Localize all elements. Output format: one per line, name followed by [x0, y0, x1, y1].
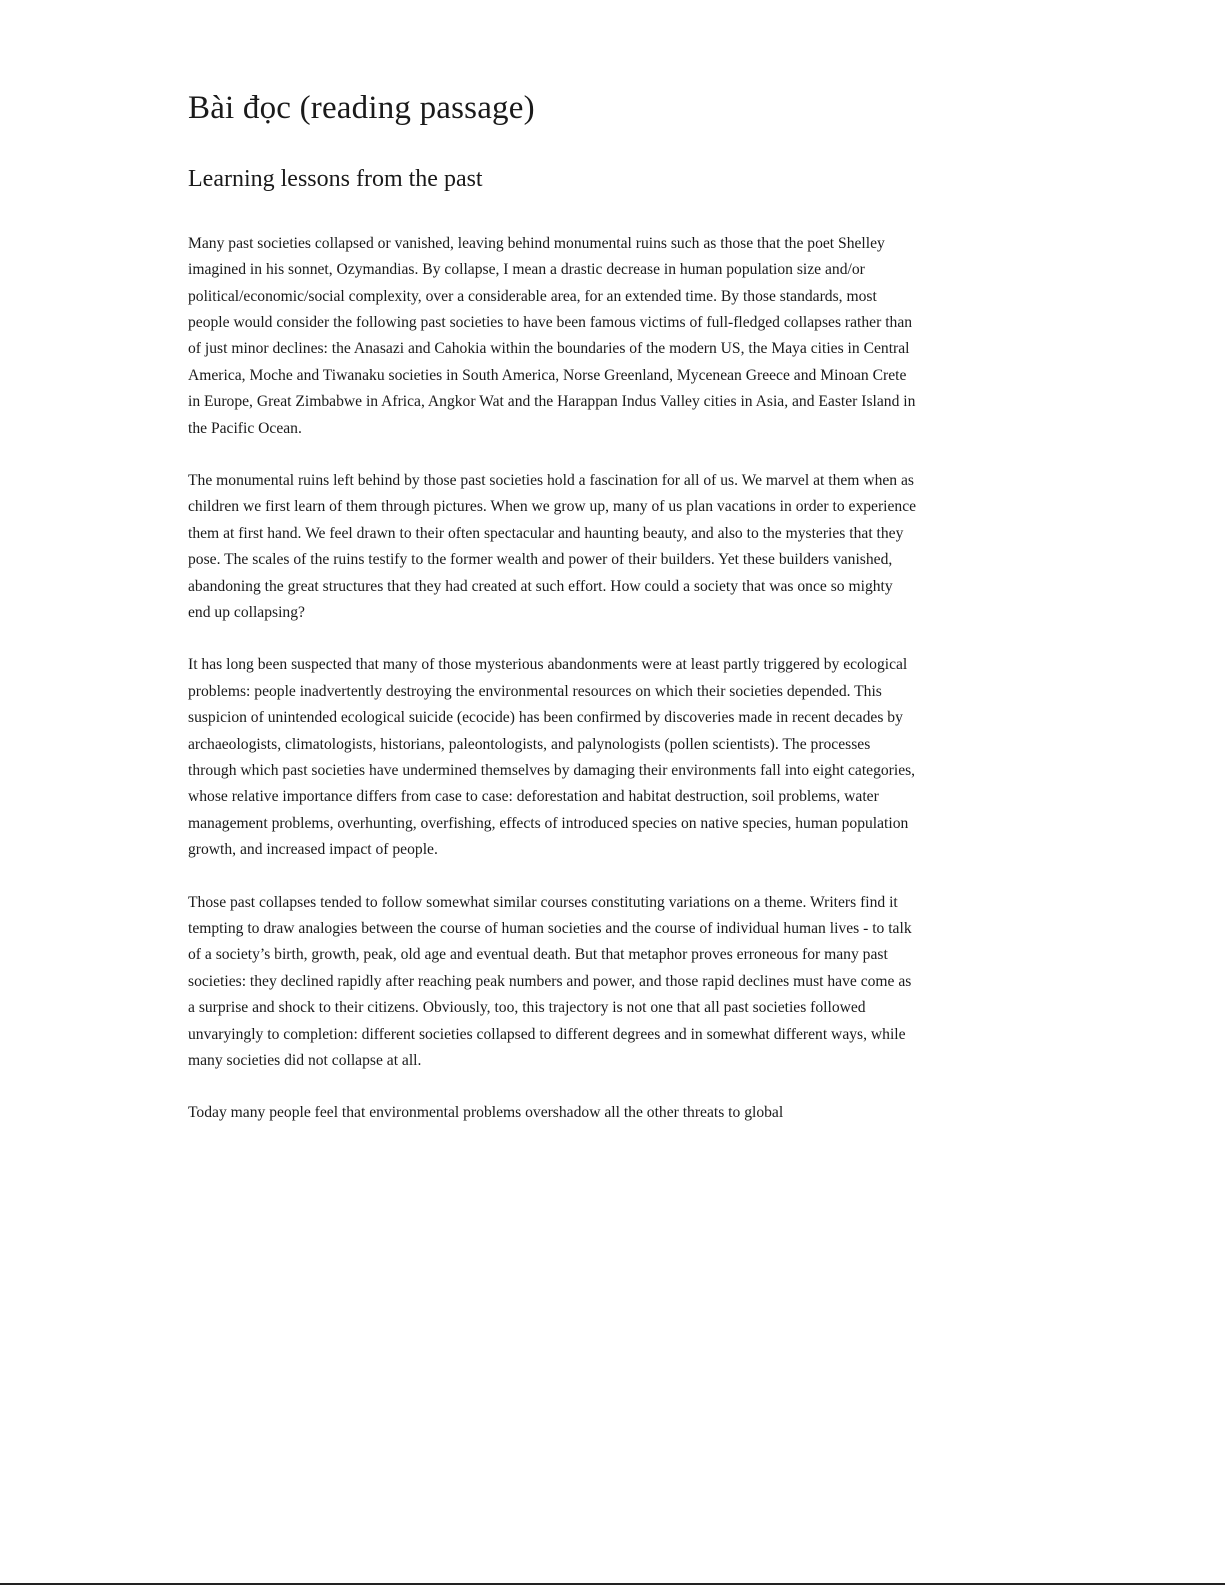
- passage-heading: Learning lessons from the past: [188, 166, 483, 193]
- paragraph-4: Those past collapses tended to follow somewhat similar courses constituting variations on a theme. Writers find it tempting to draw analogies between the course of human societies and the course of individual human lives - to talk of a society’s birth, growth, peak, old age and eventual death. But that metaphor proves erroneous for many past societies: they declined rapidly after reaching peak numbers and power, and those rapid declines must have come as a surprise and shock to their citizens. Obviously, too, this trajectory is not one that all past societies followed unvaryingly to completion: different societies collapsed to different degrees and in somewhat different ways, while many societies did not collapse at all.: [188, 893, 912, 1070]
- paragraph-1: Many past societies collapsed or vanished, leaving behind monumental ruins such as those that the poet Shelley imagined in his sonnet, Ozymandias. By collapse, I mean a drastic decrease in human population size and/or political/economic/social complexity, over a considerable area, for an extended time. By those standards, most people would consider the following past societies to have been famous victims of full-fledged collapses rather than of just minor declines: the Anasazi and Cahokia within the boundaries of the modern US, the Maya cities in Central America, Moche and Tiwanaku societies in South America, Norse Greenland, Mycenean Greece and Minoan Crete in Europe, Great Zimbabwe in Africa, Angkor Wat and the Harappan Indus Valley cities in Asia, and Easter Island in the Pacific Ocean.: [188, 234, 916, 437]
- reading-passage: [188, 231, 918, 1127]
- paragraph-5: Today many people feel that environmental problems overshadow all the other threats to global: [188, 1104, 784, 1122]
- document-page: [188, 90, 918, 1153]
- page-title: Bài đọc (reading passage): [188, 90, 535, 126]
- paragraph-2: The monumental ruins left behind by those past societies hold a fascination for all of us. We marvel at them when as children we first learn of them through pictures. When we grow up, many of us plan vacations in order to experience them at first hand. We feel drawn to their often spectacular and haunting beauty, and also to the mysteries that they pose. The scales of the ruins testify to the former wealth and power of their builders. Yet these builders vanished, abandoning the great structures that they had created at such effort. How could a society that was once so mighty end up collapsing?: [188, 471, 917, 621]
- paragraph-3: It has long been suspected that many of those mysterious abandonments were at least partly triggered by ecological problems: people inadvertently destroying the environmental resources on which their societies depended. This suspicion of unintended ecological suicide (ecocide) has been confirmed by discoveries made in recent decades by archaeologists, climatologists, historians, paleontologists, and palynologists (pollen scientists). The processes through which past societies have undermined themselves by damaging their environments fall into eight categories, whose relative importance differs from case to case: deforestation and habitat destruction, soil problems, water management problems, overhunting, overfishing, effects of introduced species on native species, human population growth, and increased impact of people.: [188, 656, 916, 859]
